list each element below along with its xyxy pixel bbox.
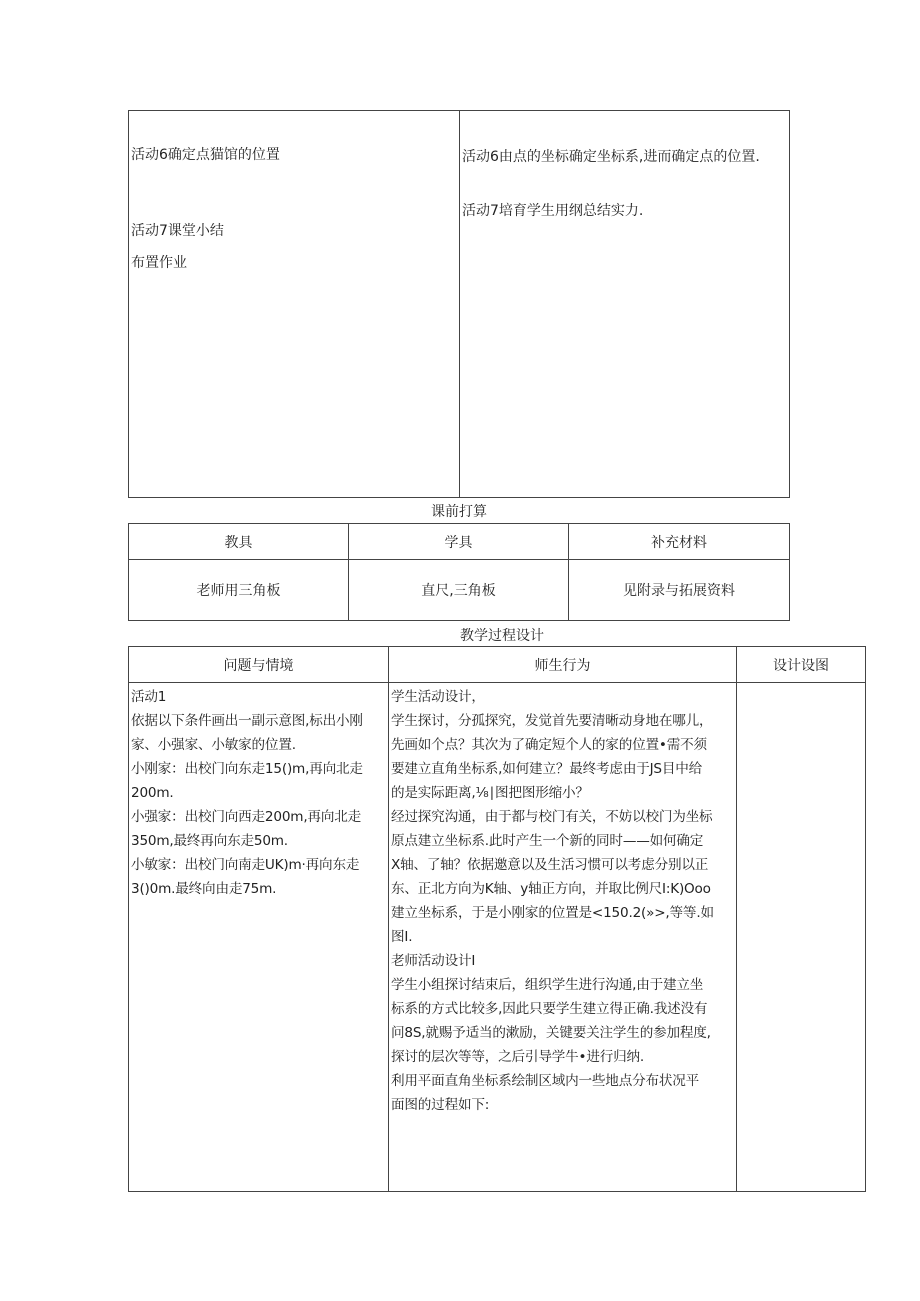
prep-header-materials: 补充材料 <box>569 524 790 560</box>
behavior-line: 的是实际距离,⅛∣图把图形缩小？ <box>391 785 589 801</box>
behavior-line: 东、正北方向为K轴、y轴正方向，并取比例尺I:K)Ooo <box>391 881 711 897</box>
activity6-right: 活动6由点的坐标确定坐标系,进而确定点的位置. <box>462 149 760 165</box>
prep-header-student-aids: 学具 <box>349 524 569 560</box>
process-title: 教学过程设计 <box>460 628 544 644</box>
process-design-cell <box>737 683 866 1192</box>
process-header-behavior: 师生行为 <box>389 647 737 683</box>
problem-line: 依据以下条件画出一副示意图,标出小刚 <box>131 713 363 729</box>
behavior-line: 学生活动设计， <box>391 689 485 705</box>
activity6-left: 活动6确定点猫馆的位置 <box>131 147 280 163</box>
behavior-line: 问8S,就赐予适当的漱励，关键要关注学生的参加程度, <box>391 1025 711 1041</box>
activity7-left: 活动7课堂小结 <box>131 223 224 239</box>
behavior-line: 原点建立坐标系.此时产生一个新的同时——如何确定 <box>391 833 704 849</box>
process-table <box>128 646 866 1192</box>
behavior-line: 面图的过程如下: <box>391 1097 490 1113</box>
problem-line: 小敏家：出校门向南走UK)m·再向东走 <box>131 857 360 873</box>
homework-label: 布置作业 <box>131 255 187 271</box>
behavior-line: 标系的方式比较多,因此只要学生建立得正确.我述没有 <box>391 1001 708 1017</box>
process-problem-cell <box>129 683 389 1192</box>
prep-table <box>128 523 790 621</box>
problem-line: 350m,最终再向东走50m. <box>131 833 288 849</box>
prep-value-student-aids: 直尺,三角板 <box>349 560 569 621</box>
behavior-line: 要建立直角坐标系,如何建立？最终考虑由于JS目中给 <box>391 761 703 777</box>
behavior-line: 建立坐标系，于是小刚家的位置是<150.2(»>,等等.如 <box>391 905 714 921</box>
behavior-line: 经过探究沟通，由于都与校门有关，不妨以校门为坐标 <box>391 809 713 825</box>
prep-header-teaching-aids: 教具 <box>129 524 349 560</box>
process-behavior-cell <box>389 683 737 1192</box>
behavior-line: 利用平面直角坐标系绘制区域内一些地点分布状况平 <box>391 1073 700 1089</box>
problem-line: 200m. <box>131 785 174 801</box>
problem-line: 活动1 <box>131 689 167 705</box>
problem-line: 家、小强家、小敏家的位置. <box>131 737 296 753</box>
activity7-right: 活动7培育学生用纲总结实力. <box>462 203 644 219</box>
behavior-line: 学生小组探讨结束后，组织学生进行沟通,由于建立坐 <box>391 977 704 993</box>
prep-value-teaching-aids: 老师用三角板 <box>129 560 349 621</box>
activity-right-cell <box>460 111 790 498</box>
behavior-line: 探讨的层次等等，之后引导学牛•进行归纳. <box>391 1049 645 1065</box>
problem-line: 3()0m.最终向由走75m. <box>131 881 277 897</box>
behavior-line: 先画如个点？其次为了确定短个人的家的位置•需不须 <box>391 737 707 753</box>
behavior-line: 学生探讨，分孤探究，发觉首先要清晰动身地在哪儿， <box>391 713 713 729</box>
activity-table <box>128 110 790 498</box>
problem-line: 小强家：出校门向西走200m,再向北走 <box>131 809 362 825</box>
behavior-line: 图I. <box>391 929 413 945</box>
behavior-line: 老师活动设计I <box>391 953 476 969</box>
prep-title: 课前打算 <box>431 504 487 520</box>
problem-line: 小刚家：出校门向东走15()m,再向北走 <box>131 761 363 777</box>
prep-value-materials: 见附录与拓展资料 <box>569 560 790 621</box>
process-header-problem: 问题与情境 <box>129 647 389 683</box>
process-header-design: 设计设图 <box>737 647 866 683</box>
behavior-line: X轴、了轴？依据邀意以及生活习惯可以考虑分别以正 <box>391 857 709 873</box>
activity-left-cell <box>129 111 460 498</box>
